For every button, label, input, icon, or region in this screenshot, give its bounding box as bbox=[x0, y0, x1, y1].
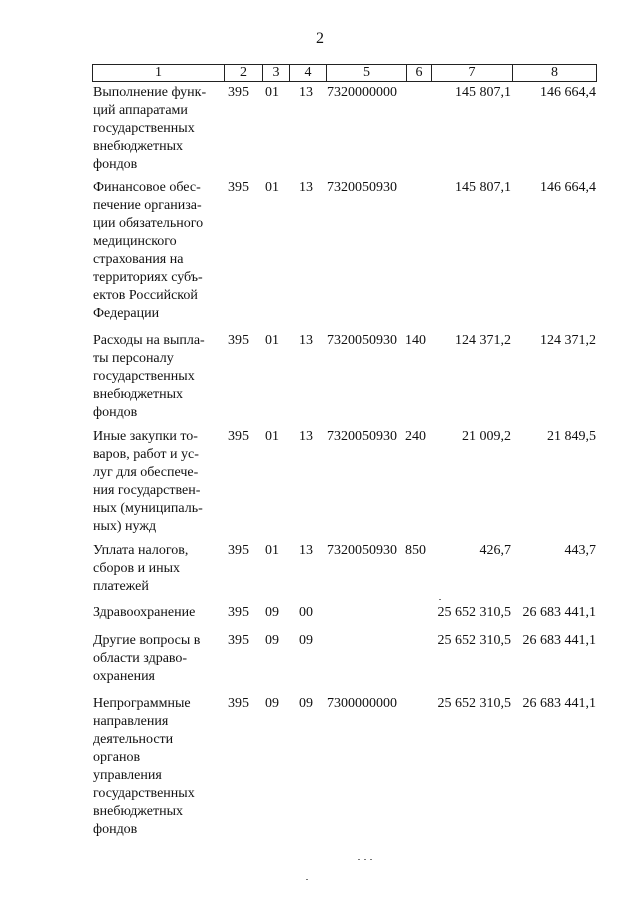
row-c7: 426,7 bbox=[479, 543, 511, 558]
header-col-1: 1 bbox=[155, 65, 162, 80]
row-name: Финансовое обес- печение организа- ции обязательного медицинского страхования на территориях субъ- ектов Российской Федерации bbox=[93, 180, 204, 321]
row-c4: 13 bbox=[299, 429, 313, 444]
row-c4: 13 bbox=[299, 85, 313, 100]
row-name: Расходы на выпла- ты персоналу государственных внебюджетных фондов bbox=[93, 333, 205, 420]
scan-speck bbox=[306, 879, 308, 880]
row-c3: 01 bbox=[265, 180, 279, 195]
row-c4: 09 bbox=[299, 633, 313, 648]
scan-speck bbox=[358, 859, 360, 860]
row-c2: 395 bbox=[228, 429, 249, 444]
row-name: Иные закупки то- варов, работ и ус- луг для обеспече- ния государствен- ных (муниципаль- ных) нужд bbox=[93, 429, 203, 534]
row-c7: 124 371,2 bbox=[455, 333, 511, 348]
row-c4: 00 bbox=[299, 605, 313, 620]
row-c2: 395 bbox=[228, 696, 249, 711]
row-c2: 395 bbox=[228, 180, 249, 195]
row-c8: 124 371,2 bbox=[540, 333, 596, 348]
row-c8: 443,7 bbox=[564, 543, 596, 558]
row-c7: 145 807,1 bbox=[455, 180, 511, 195]
row-c3: 09 bbox=[265, 633, 279, 648]
row-c2: 395 bbox=[228, 605, 249, 620]
scan-speck bbox=[439, 599, 441, 600]
row-c7: 25 652 310,5 bbox=[437, 605, 511, 620]
header-col-7: 7 bbox=[431, 65, 512, 81]
row-c3: 09 bbox=[265, 696, 279, 711]
row-name: Здравоохранение bbox=[93, 605, 196, 620]
row-c4: 13 bbox=[299, 180, 313, 195]
row-c4: 13 bbox=[299, 543, 313, 558]
page-number: 2 bbox=[316, 30, 324, 47]
scan-speck bbox=[364, 859, 366, 860]
row-c3: 01 bbox=[265, 543, 279, 558]
row-c5: 7300000000 bbox=[327, 696, 397, 711]
header-col-4: 4 bbox=[289, 65, 326, 81]
row-c7: 25 652 310,5 bbox=[437, 633, 511, 648]
row-c7: 21 009,2 bbox=[462, 429, 511, 444]
row-c2: 395 bbox=[228, 633, 249, 648]
row-c4: 09 bbox=[299, 696, 313, 711]
row-name: Непрограммные направления деятельности органов управления государственных внебюджетных фондов bbox=[93, 696, 195, 837]
row-c7: 145 807,1 bbox=[455, 85, 511, 100]
row-c2: 395 bbox=[228, 85, 249, 100]
row-c6: 140 bbox=[405, 333, 426, 348]
row-c8: 146 664,4 bbox=[540, 180, 596, 195]
row-c8: 26 683 441,1 bbox=[522, 696, 596, 711]
row-name: Другие вопросы в области здраво- охранения bbox=[93, 633, 201, 684]
header-col-8: 8 bbox=[512, 65, 596, 81]
header-col-2: 2 bbox=[224, 65, 262, 81]
row-c8: 26 683 441,1 bbox=[522, 633, 596, 648]
row-c2: 395 bbox=[228, 543, 249, 558]
row-c8: 146 664,4 bbox=[540, 85, 596, 100]
row-c2: 395 bbox=[228, 333, 249, 348]
header-col-6: 6 bbox=[406, 65, 431, 81]
row-c8: 21 849,5 bbox=[547, 429, 596, 444]
row-c5: 7320000000 bbox=[327, 85, 397, 100]
row-c5: 7320050930 bbox=[327, 429, 397, 444]
row-c3: 01 bbox=[265, 85, 279, 100]
row-name: Выполнение функ- ций аппаратами государственных внебюджетных фондов bbox=[93, 85, 207, 172]
row-name: Уплата налогов, сборов и иных платежей bbox=[93, 543, 189, 594]
header-col-5: 5 bbox=[326, 65, 406, 81]
row-c8: 26 683 441,1 bbox=[522, 605, 596, 620]
row-c3: 09 bbox=[265, 605, 279, 620]
scan-speck bbox=[370, 859, 372, 860]
row-c7: 25 652 310,5 bbox=[437, 696, 511, 711]
row-c5: 7320050930 bbox=[327, 180, 397, 195]
header-col-3: 3 bbox=[262, 65, 289, 81]
row-c3: 01 bbox=[265, 429, 279, 444]
row-c5: 7320050930 bbox=[327, 333, 397, 348]
row-c3: 01 bbox=[265, 333, 279, 348]
row-c5: 7320050930 bbox=[327, 543, 397, 558]
row-c4: 13 bbox=[299, 333, 313, 348]
row-c6: 850 bbox=[405, 543, 426, 558]
row-c6: 240 bbox=[405, 429, 426, 444]
